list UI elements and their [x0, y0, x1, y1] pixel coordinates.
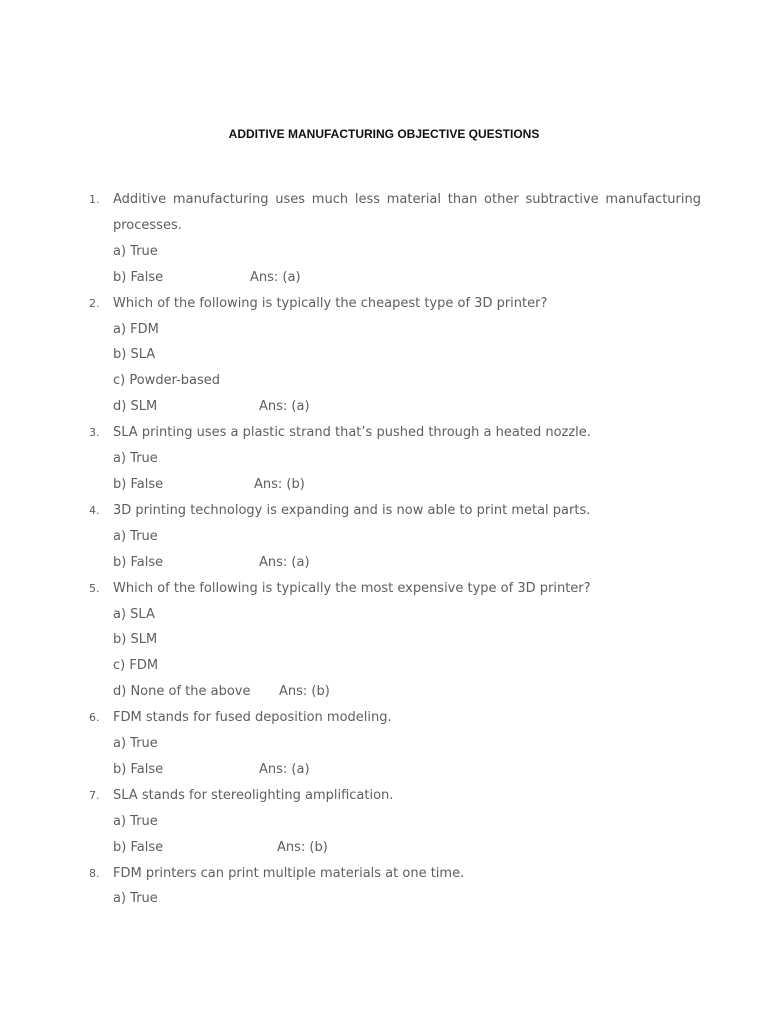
- answer-key: Ans: (b): [279, 684, 330, 700]
- question-number: 7.: [89, 788, 100, 802]
- answer-key: Ans: (a): [250, 269, 301, 285]
- question-number: 1.: [89, 193, 100, 206]
- option-b-label: b) False: [113, 554, 164, 570]
- option-b-label: b) False: [113, 761, 164, 777]
- answer-key: Ans: (a): [259, 399, 310, 415]
- option-c: c) Powder-based: [113, 373, 221, 389]
- page-title: ADDITIVE MANUFACTURING OBJECTIVE QUESTIONS: [228, 127, 540, 141]
- option-d: [113, 394, 701, 420]
- option-b: [113, 835, 701, 861]
- question-text: Which of the following is typically the most expensive type of 3D printer?: [113, 580, 591, 596]
- question-6: [89, 705, 701, 783]
- option-b: b) SLA: [113, 347, 156, 363]
- question-7: [89, 783, 701, 861]
- option-d-label: d) None of the above: [113, 684, 251, 700]
- answer-key: Ans: (a): [259, 761, 310, 777]
- question-3: [89, 420, 701, 498]
- option-b-label: b) False: [113, 839, 164, 855]
- answer-key: Ans: (b): [277, 839, 328, 855]
- question-list: [89, 187, 701, 912]
- answer-key: Ans: (a): [259, 554, 310, 570]
- option-a: a) True: [113, 891, 158, 907]
- question-text: FDM stands for fused deposition modeling.: [113, 710, 392, 726]
- question-number: 2.: [89, 296, 100, 310]
- question-1: [89, 187, 701, 291]
- option-d: [113, 679, 701, 705]
- option-b: [113, 472, 701, 498]
- option-b: [113, 550, 701, 576]
- question-4: [89, 498, 701, 576]
- question-5: [89, 576, 701, 706]
- option-b: b) SLM: [113, 632, 158, 648]
- answer-key: Ans: (b): [254, 476, 305, 492]
- option-c: c) FDM: [113, 658, 159, 674]
- question-text: FDM printers can print multiple materials at one time.: [113, 865, 465, 881]
- option-b: [113, 757, 701, 783]
- question-number: 8.: [89, 866, 100, 880]
- option-a: a) True: [113, 451, 158, 467]
- option-a: a) True: [113, 813, 158, 829]
- option-a: a) True: [113, 736, 158, 752]
- question-text: 3D printing technology is expanding and is now able to print metal parts.: [113, 502, 591, 518]
- question-text: Additive manufacturing uses much less material than other subtractive manufacturing processes.: [113, 192, 701, 233]
- option-a: a) FDM: [113, 321, 159, 337]
- question-number: 4.: [89, 503, 100, 517]
- option-a: a) True: [113, 243, 158, 259]
- question-text: SLA stands for stereolighting amplification.: [113, 787, 394, 803]
- option-b: [113, 265, 701, 291]
- question-text: SLA printing uses a plastic strand that’s pushed through a heated nozzle.: [113, 425, 591, 441]
- question-2: [89, 291, 701, 421]
- question-text: Which of the following is typically the cheapest type of 3D printer?: [113, 295, 548, 311]
- option-a: a) SLA: [113, 606, 155, 622]
- option-a: a) True: [113, 528, 158, 544]
- question-8: [89, 861, 701, 913]
- question-number: 6.: [89, 711, 100, 725]
- option-d-label: d) SLM: [113, 399, 158, 415]
- option-b-label: b) False: [113, 476, 164, 492]
- question-number: 3.: [89, 426, 100, 440]
- option-b-label: b) False: [113, 269, 164, 285]
- question-number: 5.: [89, 581, 100, 595]
